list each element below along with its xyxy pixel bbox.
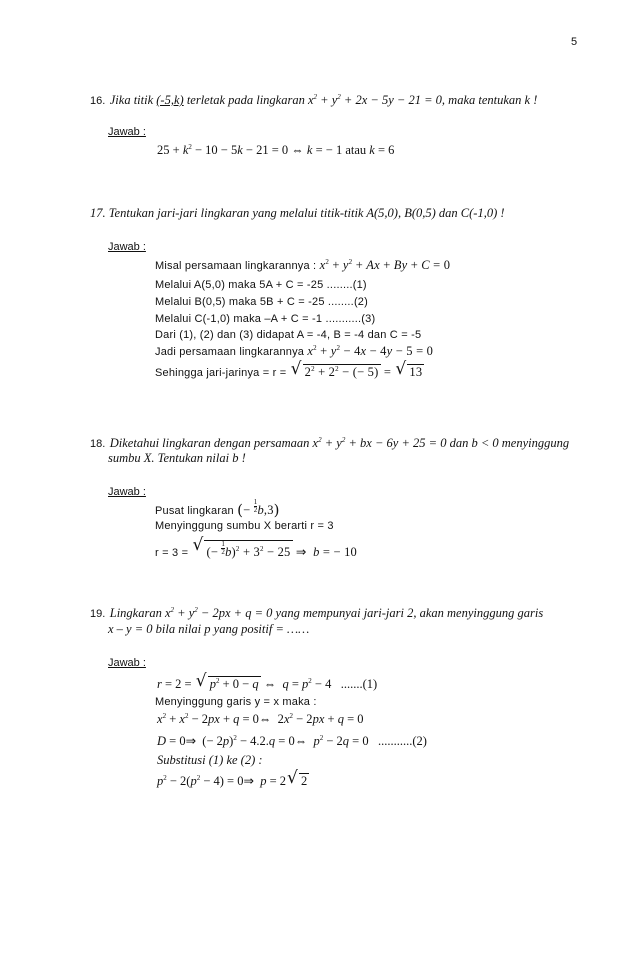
question-text: Jika titik (-5,k) terletak pada lingkaran $x^2 + y^2 + 2x - 5y - 21 = 0$, maka tentukan k ! — [109, 93, 538, 107]
question-16 — [90, 91, 537, 109]
jawab-label: Jawab : — [108, 126, 146, 138]
page-number: 5 — [571, 36, 578, 48]
answer-line: Substitusi (1) ke (2) : — [157, 753, 263, 767]
answer-line: r = 3 = √ (− $\frac{1}{2}$ $b)^2 + 3^2 - 25$ ⇒ b = − 10 — [155, 540, 357, 561]
jawab-label: Jawab : — [108, 486, 146, 498]
jawab-label: Jawab : — [108, 241, 146, 253]
question-text: sumbu X. Tentukan nilai b ! — [108, 451, 246, 465]
answer-line: $p^2 - 2(p^2 - 4)$ = 0⇒ p = 2√ 2 — [157, 773, 309, 790]
question-text: x – y = 0 bila nilai p yang positif = …… — [108, 622, 310, 636]
answer-line: Misal persamaan lingkarannya : $x^2 + y^2 + Ax + By + C = 0$ — [155, 258, 451, 272]
question-number: 17. — [90, 206, 106, 220]
question-text: Lingkaran $x^2 + y^2 - 2px + q = 0$ yang mempunyai jari-jari 2, akan menyinggung garis — [109, 606, 544, 620]
answer-line: Jadi persamaan lingkarannya $x^2 + y^2 - 4x - 4y - 5 = 0$ — [155, 344, 434, 358]
question-17 — [90, 206, 505, 221]
question-number: 18. — [90, 438, 106, 450]
answer-line: Dari (1), (2) dan (3) didapat A = -4, B = -4 dan C = -5 — [155, 329, 422, 341]
answer-line: Melalui A(5,0) maka 5A + C = -25 ........(1) — [155, 279, 367, 291]
answer-line: Melalui B(0,5) maka 5B + C = -25 ........(2) — [155, 296, 368, 308]
question-text: Diketahui lingkaran dengan persamaan $x^2 + y^2$ + bx − 6y + 25 = 0 dan b < 0 menyinggung — [109, 436, 570, 450]
answer-line: $25 + k^2 - 10 - 5k - 21 = 0$ ⇔ k = − 1 atau k = 6 — [157, 143, 395, 157]
answer-line: Sehingga jari-jarinya = r = √ $2^2 + 2^2$ − (− 5) = √ 13 — [155, 364, 424, 381]
answer-line: Menyinggung sumbu X berarti r = 3 — [155, 520, 334, 532]
question-number: 19. — [90, 608, 106, 620]
answer-line: Melalui C(-1,0) maka –A + C = -1 ...........(3) — [155, 313, 376, 325]
question-number: 16. — [90, 95, 106, 107]
answer-line: Pusat lingkaran (− $\frac{1}{2}$ b,3) — [155, 498, 280, 519]
answer-line: D = 0⇒ (− 2p)$^2$ − 4.2.q = 0⇔ $p^2 - 2q = 0$ ...........(2) — [157, 734, 427, 748]
question-19 — [90, 604, 543, 622]
answer-line: $x^2 + x^2 - 2px + q$ = 0⇔ $2x^2 - 2px + q = 0$ — [157, 712, 364, 726]
answer-line: r = 2 = √ $p^2 + 0 - q$ ⇔ $q = p^2 - 4$ .......(1) — [157, 676, 377, 693]
answer-line: Menyinggung garis y = x maka : — [155, 696, 317, 708]
jawab-label: Jawab : — [108, 657, 146, 669]
question-text: Tentukan jari-jari lingkaran yang melalui titik-titik A(5,0), B(0,5) dan C(-1,0) ! — [108, 206, 505, 220]
question-18 — [90, 434, 569, 452]
